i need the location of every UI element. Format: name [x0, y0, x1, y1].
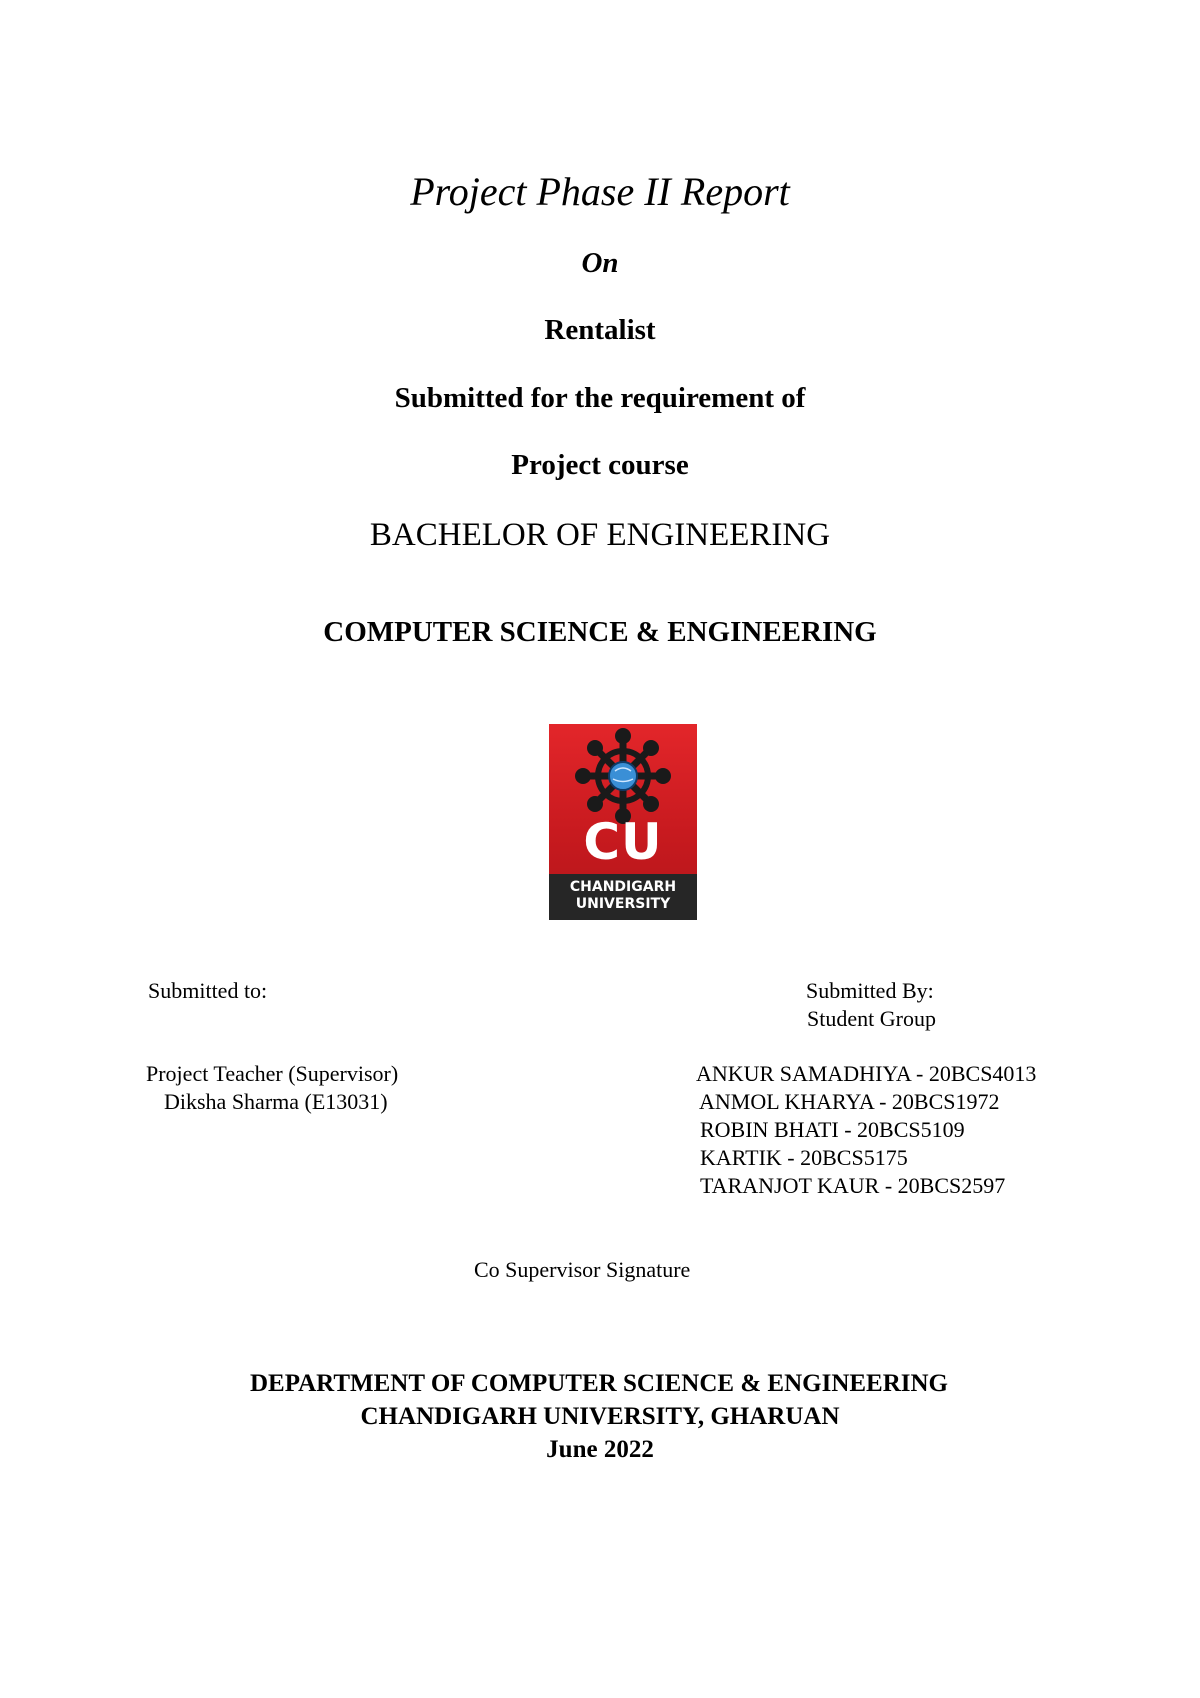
member-item: ANMOL KHARYA - 20BCS1972	[699, 1089, 1000, 1114]
student-group-label: Student Group	[807, 1006, 936, 1031]
member-item: ANKUR SAMADHIYA - 20BCS4013	[696, 1061, 1037, 1086]
university-line: CHANDIGARH UNIVERSITY, GHARUAN	[360, 1403, 840, 1430]
course-line: Project course	[511, 449, 689, 481]
on-label: On	[581, 247, 619, 279]
submitted-by-heading: Submitted By:	[806, 978, 934, 1003]
supervisor-name: Diksha Sharma (E13031)	[164, 1089, 388, 1114]
logo-line-1: CHANDIGARH	[569, 879, 677, 895]
supervisor-role: Project Teacher (Supervisor)	[146, 1061, 399, 1086]
submitted-to-heading: Submitted to:	[148, 978, 268, 1003]
degree-line: BACHELOR OF ENGINEERING	[369, 517, 831, 553]
department-line: DEPARTMENT OF COMPUTER SCIENCE & ENGINEERING	[249, 1370, 949, 1397]
member-item: KARTIK - 20BCS5175	[700, 1145, 908, 1170]
date-line: June 2022	[546, 1436, 654, 1463]
project-name: Rentalist	[544, 314, 656, 346]
globe-icon	[609, 762, 637, 790]
branch-line: COMPUTER SCIENCE & ENGINEERING	[323, 616, 877, 648]
co-supervisor-signature: Co Supervisor Signature	[474, 1257, 691, 1282]
member-item: TARANJOT KAUR - 20BCS2597	[700, 1173, 1006, 1198]
university-logo	[549, 724, 697, 920]
logo-line-2: UNIVERSITY	[575, 896, 671, 912]
logo-name-band	[549, 874, 697, 920]
people-circle-emblem-icon	[549, 724, 697, 824]
member-item: ROBIN BHATI - 20BCS5109	[700, 1117, 965, 1142]
report-title: Project Phase II Report	[410, 169, 790, 214]
logo-mark: CU	[583, 813, 663, 871]
submitted-for-line: Submitted for the requirement of	[394, 382, 806, 414]
